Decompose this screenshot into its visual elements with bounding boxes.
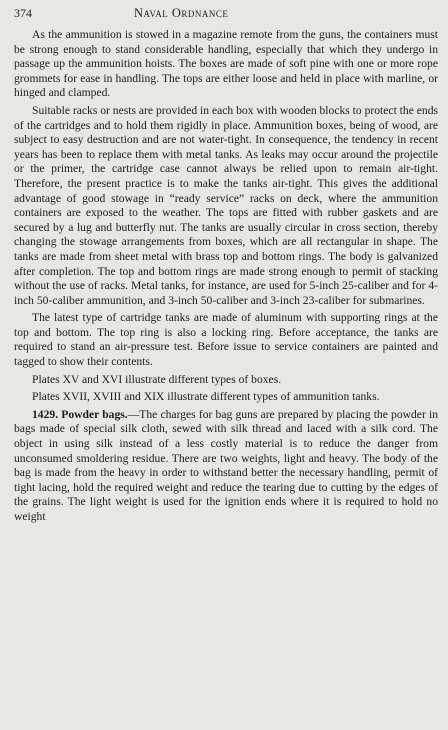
paragraph-ammunition-containers: As the ammunition is stowed in a magazine remote from the guns, the containers must be strong enough to stand considerable handling, especially that which they undergo in passage up the ammunition hoists. The boxes are made of soft pine with one or more rope grommets for ease in handling. The tops are either loose and held in place with marline, or hinged and clamped. bbox=[14, 28, 438, 100]
section-heading: 1429. Powder bags. bbox=[32, 407, 128, 421]
paragraph-powder-bags bbox=[14, 408, 438, 525]
running-title: Naval Ordnance bbox=[134, 6, 229, 20]
body-text bbox=[14, 28, 438, 525]
paragraph-racks-and-tanks: Suitable racks or nests are provided in each box with wooden blocks to protect the ends of the cartridges and to hold them rigidly in place. Ammunition boxes, being of wood, are subject to easy destruction and are not water-tight. In consequence, the tendency in recent years has been to replace them with metal tanks. As leaks may occur around the projectile or the primer, the cartridge case cannot always be relied upon to remain air-tight. Therefore, the present practice is to make the tanks air-tight. This gives the additional advantage of good stowage in “ready service” racks on deck, where the ammunition containers are exposed to the weather. The tops are fitted with rubber gaskets and are secured by a lug and butterfly nut. The tanks are usually circular in cross section, thereby changing the stowage arrangements from boxes, which are all rectangular in shape. The tanks are made from sheet metal with brass top and bottom rings. The body is galvanized after completion. The top and bottom rings are made strong enough to permit of stacking without the use of racks. Metal tanks, for instance, are used for 5-inch 25-caliber and for 4-inch 50-caliber ammunition, and 3-inch 50-caliber and 3-inch 23-caliber for submarines. bbox=[14, 103, 438, 307]
paragraph-plates-tanks: Plates XVII, XVIII and XIX illustrate different types of ammunition tanks. bbox=[32, 390, 380, 404]
paragraph-aluminum-tanks: The latest type of cartridge tanks are made of aluminum with supporting rings at the top and bottom. The top ring is also a locking ring. Before acceptance, the tanks are required to stand an air-pressure test. Before issue to service containers are painted and tagged to show their contents. bbox=[14, 311, 438, 369]
paragraph-plates-boxes: Plates XV and XVI illustrate different types of boxes. bbox=[32, 372, 282, 386]
running-head bbox=[14, 6, 438, 28]
page-number: 374 bbox=[14, 6, 32, 20]
section-body: —The charges for bag guns are prepared by placing the powder in bags made of special silk cloth, sewed with silk thread and laced with a silk cord. The object in using silk instead of a less costly material is to reduce the danger from unconsumed smoldering residue. There are two weights, light and heavy. The body of the bag is made from the heavy in order to withstand better the necessary handling, permit of tight lacing, hold the required weight and reduce the tearing due to cutting by the edges of the grains. The light weight is used for the ignition ends where it is required to hold no weight bbox=[14, 407, 438, 523]
